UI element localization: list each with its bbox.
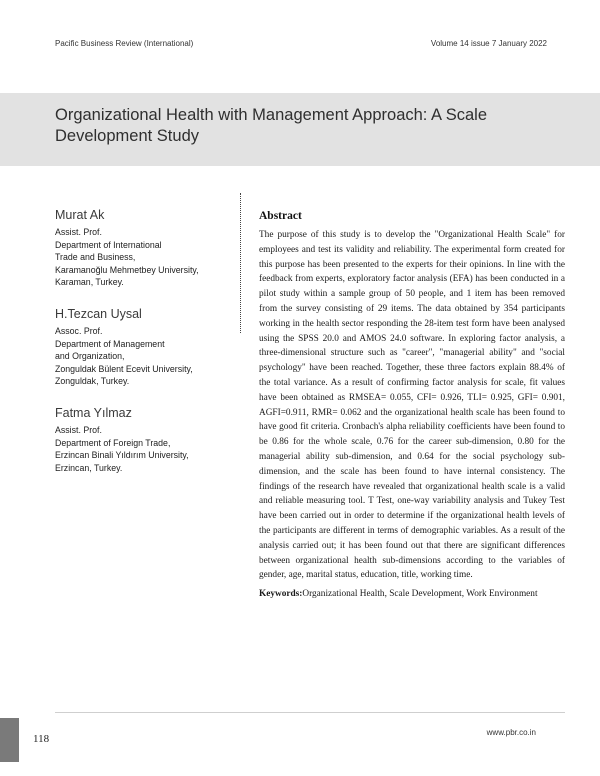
page-number: 118 [33,733,50,745]
keywords-label: Keywords: [259,589,303,600]
author-name: Fatma Yılmaz [55,405,132,420]
author-affiliation-line: Assist. Prof. [55,227,102,237]
title-band [0,93,600,166]
issue-info: Volume 14 issue 7 January 2022 [430,39,547,48]
author-block [55,208,235,289]
keywords [259,587,565,602]
author-name: H.Tezcan Uysal [55,306,142,321]
author-affiliation-line: Department of Foreign Trade, [55,437,171,448]
author-affiliation-line: Department of International [55,239,162,250]
author-affiliation-line: Trade and Business, [55,252,136,263]
column-divider [240,193,241,333]
keywords-text: Organizational Health, Scale Development, Work Environment [302,589,538,600]
paper-title: Organizational Health with Management Approach: A Scale Development Study [55,106,488,145]
author-affiliation-line: and Organization, [55,351,125,362]
author-affiliation-line: Erzincan Binali Yıldırım University, [55,450,189,461]
abstract-section [259,210,565,602]
page-tab [0,718,19,762]
author-affiliation-line: Assist. Prof. [55,424,102,435]
author-affiliation-line: Karaman, Turkey. [55,277,124,288]
footer-rule [55,712,565,713]
journal-name: Pacific Business Review (International) [55,39,194,48]
abstract-heading: Abstract [259,210,302,222]
author-affiliation-line: Karamanoğlu Mehmetbey University, [55,264,199,275]
journal-url[interactable]: www.pbr.co.in [486,728,536,737]
author-affiliation-line: Zonguldak, Turkey. [55,376,130,387]
author-block [55,307,235,388]
author-affiliation-line: Erzincan, Turkey. [55,462,123,473]
author-list [55,208,235,492]
author-name: Murat Ak [55,208,105,222]
author-affiliation-line: Zonguldak Bülent Ecevit University, [55,363,193,374]
abstract-body: The purpose of this study is to develop the "Organizational Health Scale" for employees and test its validity and reliability. The experimental form created for this purpose has been presented to the experts for their opinions. In line with the feedback from experts, exploratory factor analysis (EFA) has been conducted in a pilot study within a sample group of 50 people, and 1 item has been removed from the survey consisting of 29 items. The data obtained by 354 participants working in the health sector responding the 28-item test form have been analysed using the SPSS 20.0 and AMOS 24.0 software. In exploring factor analysis, a three-dimensional structure such as "career", "managerial ability" and "social psychology" have been reached. Together, these three factors explain 88.4% of the total variance. As a result of confirming factor analysis for scale, fit values have been obtained as RMSEA= 0.055, CFI= 0.926, TLI= 0.925, GFI= 0.901, AGFI=0.911, RMR= 0.062 and the organizational health scale has been found to have good fit criteria. Cronbach's alpha reliability coefficients have been found to be 0.86 for the whole scale, 0.76 for the career sub-dimension, 0.80 for the managerial ability sub-dimension, and 0.64 for the social psychology sub-dimension, and the scale has been found to have internal consistency. The findings of the research have revealed that organizational health scale is a valid and reliable measuring tool. T Test, one-way variability analysis and Tukey Test have been carried out in order to determine if the organizational health levels of the participants are different in terms of demographic variables. As a result of the analysis carried out; it has been found out that there are significant differences between organizational health sub-dimensions according to the variables of gender, age, marital status, education, title, working time. [259,230,565,581]
author-affiliation-line: Assoc. Prof. [55,325,103,336]
author-block [55,406,235,474]
author-affiliation-line: Department of Management [55,338,165,349]
